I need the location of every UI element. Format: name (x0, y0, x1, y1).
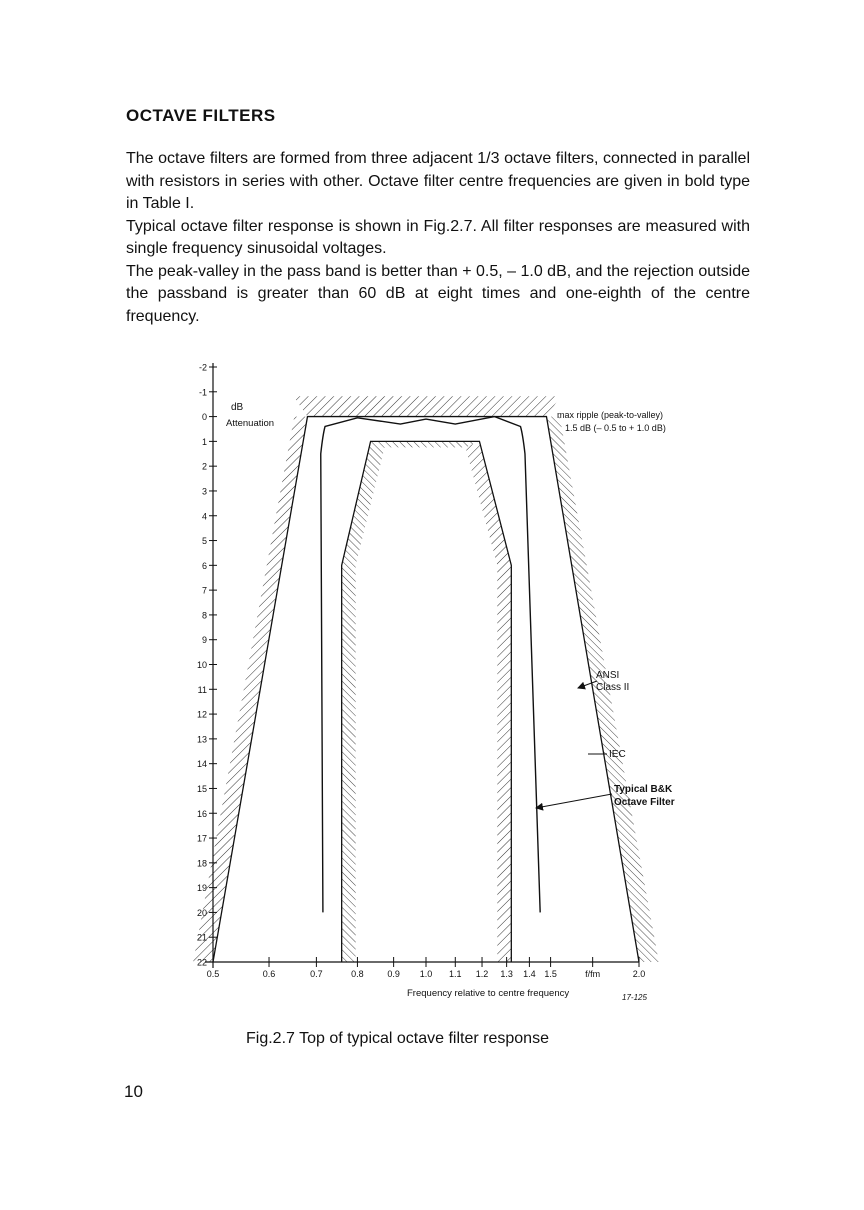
bk-arrow (536, 794, 612, 808)
y-tick-label: 0 (201, 412, 207, 423)
x-tick-label: 0.6 (262, 969, 276, 979)
y-tick-label: 2 (201, 461, 207, 472)
x-tick-label: 1.3 (500, 969, 513, 979)
y-tick-label: 7 (201, 585, 207, 596)
x-tick-label: 1.4 (523, 969, 536, 979)
y-tick-label: 6 (201, 560, 207, 571)
y-tick-label: 15 (196, 783, 207, 794)
inner-band-right (465, 441, 511, 962)
y-tick-label: 22 (196, 957, 207, 968)
outer-tolerance-line (213, 417, 639, 962)
y-tick-label: 8 (201, 610, 207, 621)
iec-label: IEC (609, 749, 626, 760)
section-heading: OCTAVE FILTERS (126, 106, 276, 125)
y-tick-label: 20 (196, 907, 207, 918)
y-tick-label: 16 (196, 808, 207, 819)
inner-band-left (342, 441, 385, 962)
figure-caption: Fig.2.7 Top of typical octave filter response (246, 1030, 549, 1047)
x-tick-label: 1.2 (475, 969, 489, 979)
y-tick-label: 4 (201, 511, 207, 522)
x-tick-label: 1.1 (449, 969, 462, 979)
x-tick-label: 0.9 (387, 969, 400, 979)
x-axis-ticks (207, 957, 646, 979)
page-number: 10 (124, 1082, 143, 1101)
y-tick-label: 21 (196, 932, 207, 943)
y-tick-label: 12 (196, 709, 207, 720)
outer-tolerance-band (193, 396, 659, 962)
y-axis-label-unit: dB (231, 402, 244, 413)
x-tick-label: 1.5 (544, 969, 557, 979)
bk-filter-label: Octave Filter (614, 797, 675, 808)
y-tick-label: 10 (196, 660, 207, 670)
ripple-annotation-range: 1.5 dB (– 0.5 to + 1.0 dB) (565, 423, 666, 433)
y-tick-label: 1 (201, 436, 207, 447)
y-tick-label: 9 (201, 635, 207, 646)
bk-label: Typical B&K (614, 784, 673, 795)
y-tick-label: 11 (197, 684, 207, 695)
y-tick-label: 13 (196, 734, 207, 745)
y-tick-label: 19 (196, 883, 207, 894)
ripple-annotation: max ripple (peak-to-valley) (557, 410, 664, 420)
y-tick-label: 18 (196, 858, 207, 869)
paragraph: The octave filters are formed from three adjacent 1/3 octave filters, connected in parallel with resistors in series with other. Octave filter centre frequencies are given in bold type in Table I. (126, 150, 750, 212)
x-tick-label: f/fm (585, 969, 601, 979)
y-tick-label: -2 (198, 362, 207, 373)
x-tick-label: 1.0 (419, 969, 433, 979)
x-tick-label: 0.7 (310, 969, 323, 979)
outer-band-top (293, 396, 560, 416)
ansi-class-label: Class II (596, 682, 630, 693)
y-axis-label-text: Attenuation (226, 418, 275, 429)
inner-band-top (371, 441, 480, 447)
y-tick-label: 3 (201, 486, 207, 497)
figure-number: 17-125 (622, 993, 647, 1002)
y-tick-label: 17 (196, 833, 207, 844)
ansi-label: ANSI (596, 670, 620, 681)
paragraph: The peak-valley in the pass band is better than + 0.5, – 1.0 dB, and the rejection outside the passband is greater than 60 dB at eight times and one-eighth of the centre frequency. (126, 262, 750, 325)
x-axis-label: Frequency relative to centre frequency (407, 988, 570, 999)
y-tick-label: -1 (198, 387, 207, 398)
x-tick-label: 0.5 (206, 969, 220, 979)
paragraph: Typical octave filter response is shown in Fig.2.7. All filter responses are measured with single frequency sinusoidal voltages. (126, 217, 750, 257)
x-tick-label: 2.0 (632, 969, 646, 979)
y-tick-label: 5 (201, 536, 207, 547)
inner-tolerance-band (342, 441, 512, 962)
x-tick-label: 0.8 (351, 969, 364, 979)
y-tick-label: 14 (196, 759, 207, 770)
